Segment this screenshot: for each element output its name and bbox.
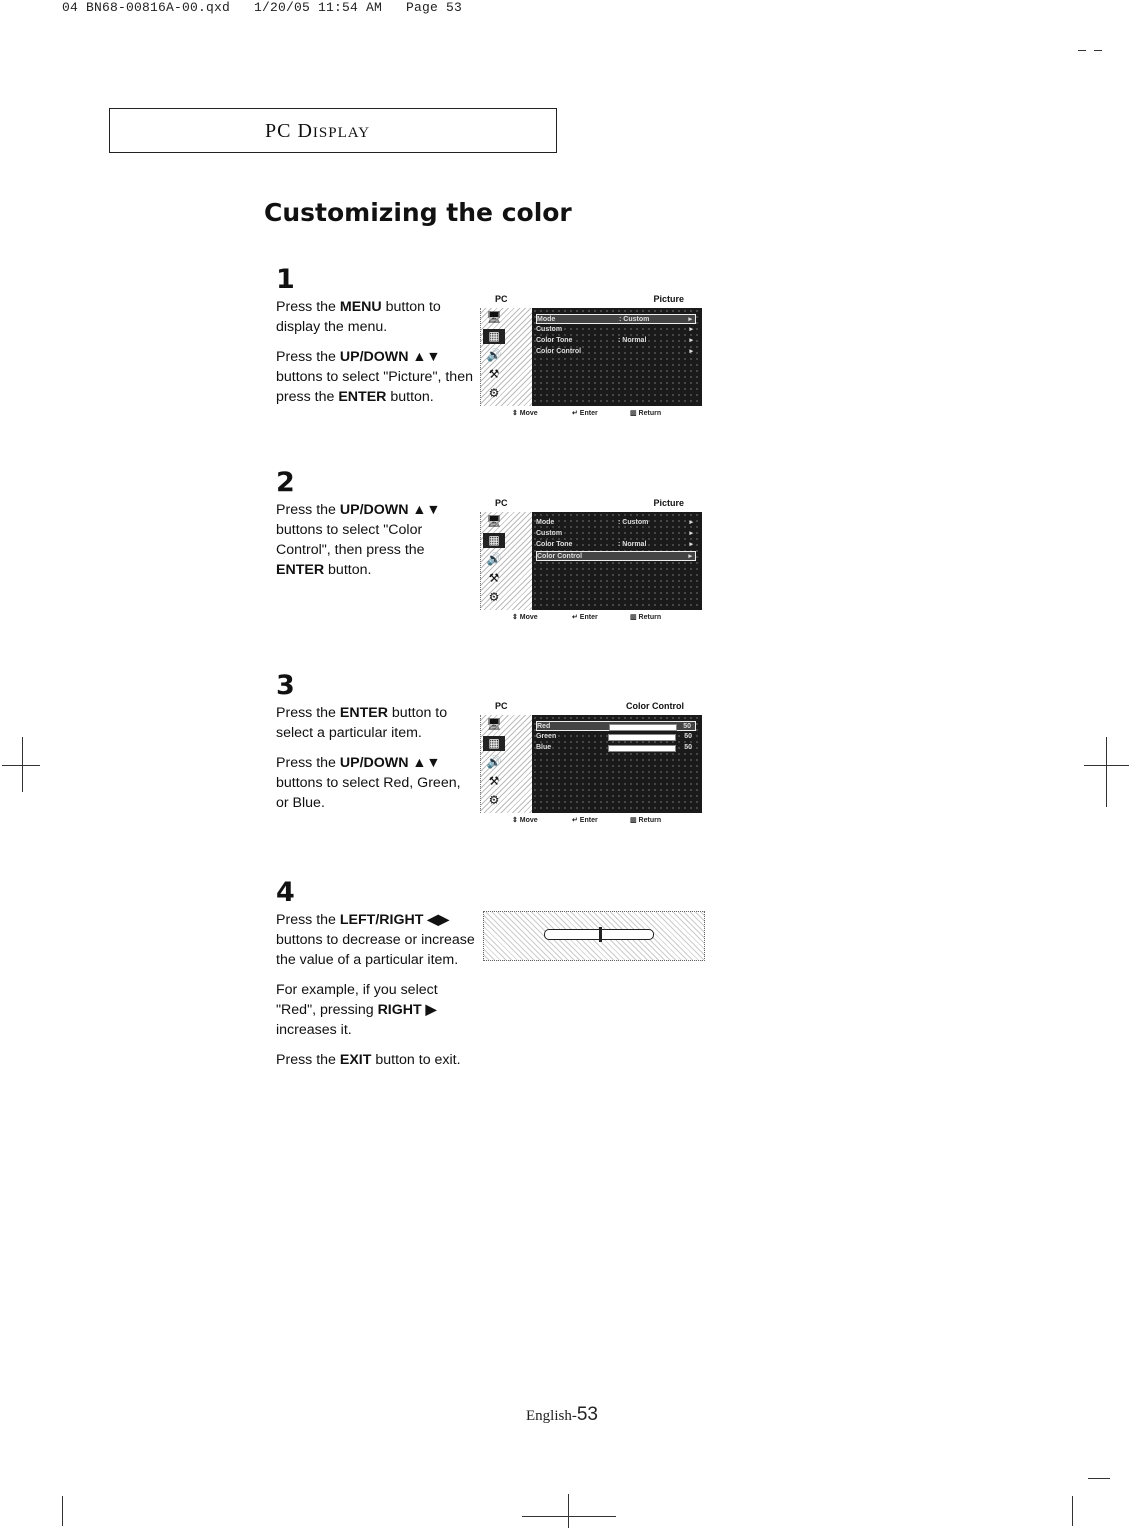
osd-menu-title: Picture bbox=[653, 294, 684, 304]
crop-mark bbox=[568, 1494, 569, 1528]
section-title-rest: ISPLAY bbox=[312, 125, 371, 141]
button-name: ENTER bbox=[338, 389, 387, 405]
osd-header bbox=[480, 294, 702, 308]
osd-footer-return: ▥ Return bbox=[630, 410, 662, 417]
osd-item-number: 50 bbox=[684, 733, 692, 740]
osd-item-bar bbox=[608, 734, 676, 741]
chevron-right-icon: ▸ bbox=[689, 519, 693, 526]
crop-mark bbox=[1084, 765, 1129, 766]
tv-icon: 🖥 bbox=[486, 514, 502, 528]
osd-item-label: Green bbox=[536, 733, 557, 740]
step-instruction: Press the EXIT button to exit. bbox=[276, 1052, 461, 1068]
osd-item-label: Mode bbox=[536, 519, 555, 526]
tv-icon: 🖥 bbox=[486, 717, 502, 731]
sound-icon: 🔊 bbox=[486, 755, 502, 769]
step-instruction: Press the UP/DOWN ▲▼ buttons to select "Color Control", then press the ENTER button. bbox=[276, 502, 441, 578]
osd-menu-item bbox=[536, 518, 696, 528]
osd-menu-item bbox=[536, 325, 696, 335]
osd-item-label: Blue bbox=[536, 744, 552, 751]
crop-mark bbox=[1072, 1496, 1073, 1526]
osd-menu-item bbox=[536, 347, 696, 357]
step-2 bbox=[276, 468, 476, 590]
crop-mark bbox=[522, 1516, 616, 1517]
step-4 bbox=[276, 878, 476, 1080]
crop-mark bbox=[62, 1496, 63, 1526]
osd-item-value: : Custom bbox=[618, 519, 649, 526]
step-instruction: Press the ENTER button to select a particular item. bbox=[276, 705, 448, 741]
osd-body bbox=[480, 512, 702, 610]
osd-footer-enter: ↵ Enter bbox=[572, 817, 598, 824]
osd-sidebar bbox=[480, 308, 533, 406]
footer-language: English- bbox=[526, 1408, 577, 1424]
chevron-right-icon: ▸ bbox=[689, 541, 693, 548]
button-name: UP/DOWN ▲▼ bbox=[339, 502, 441, 518]
input-icon: ⚙ bbox=[488, 386, 500, 400]
osd-menu-item bbox=[536, 540, 696, 550]
osd-footer-enter: ↵ Enter bbox=[572, 410, 598, 417]
step-number: 4 bbox=[276, 877, 295, 908]
chevron-right-icon: ▸ bbox=[688, 316, 692, 323]
osd-item-value: : Normal bbox=[618, 337, 647, 344]
osd-menu-title: Picture bbox=[653, 498, 684, 508]
osd-item-label: Custom bbox=[536, 326, 563, 333]
osd-item-label: Color Tone bbox=[536, 337, 573, 344]
osd-menu-panel bbox=[532, 512, 702, 610]
chevron-right-icon: ▸ bbox=[689, 530, 693, 537]
osd-item-label: Color Control bbox=[536, 348, 582, 355]
button-name: ENTER bbox=[276, 562, 325, 578]
button-name: ENTER bbox=[339, 705, 388, 721]
step-number: 3 bbox=[276, 670, 295, 701]
chevron-right-icon: ▸ bbox=[689, 326, 693, 333]
osd-source-label: PC bbox=[495, 498, 508, 508]
osd-menu-item bbox=[536, 743, 696, 753]
osd-item-label: Color Control bbox=[537, 553, 583, 560]
osd-menu-item bbox=[536, 732, 696, 742]
osd-footer-return: ▥ Return bbox=[630, 817, 662, 824]
step-number: 1 bbox=[276, 264, 295, 295]
step-instruction: Press the UP/DOWN ▲▼ buttons to select "Picture", then press the ENTER button. bbox=[276, 349, 473, 405]
osd-sidebar bbox=[480, 715, 533, 813]
osd-item-value: : Custom bbox=[619, 316, 650, 323]
step-instruction: Press the MENU button to display the menu. bbox=[276, 299, 441, 335]
osd-footer bbox=[480, 610, 702, 624]
print-slug: 04 BN68-00816A-00.qxd 1/20/05 11:54 AM Page 53 bbox=[62, 0, 463, 15]
osd-footer-move: ⇕ Move bbox=[512, 817, 538, 824]
osd-footer bbox=[480, 813, 702, 827]
slider-screenshot bbox=[483, 911, 705, 961]
crop-mark bbox=[1094, 50, 1102, 51]
osd-item-number: 50 bbox=[684, 744, 692, 751]
osd-screenshot-color-control bbox=[480, 701, 702, 827]
osd-menu-item bbox=[536, 721, 696, 731]
osd-menu-item bbox=[536, 314, 696, 324]
button-name: EXIT bbox=[339, 1052, 372, 1068]
chevron-right-icon: ▸ bbox=[689, 348, 693, 355]
osd-item-label: Custom bbox=[536, 530, 563, 537]
osd-item-value: : Normal bbox=[618, 541, 647, 548]
step-instruction: Press the UP/DOWN ▲▼ buttons to select Red, Green, or Blue. bbox=[276, 755, 461, 811]
osd-menu-panel bbox=[532, 308, 702, 406]
osd-body bbox=[480, 715, 702, 813]
step-number: 2 bbox=[276, 467, 295, 498]
crop-mark bbox=[1106, 737, 1107, 807]
osd-footer-return: ▥ Return bbox=[630, 614, 662, 621]
osd-menu-panel bbox=[532, 715, 702, 813]
osd-menu-item bbox=[536, 551, 696, 561]
osd-item-number: 50 bbox=[683, 723, 691, 730]
step-instruction: Press the LEFT/RIGHT ◀▶ buttons to decrease or increase the value of a particular item. bbox=[276, 912, 475, 968]
osd-footer-move: ⇕ Move bbox=[512, 614, 538, 621]
osd-screenshot-picture-menu bbox=[480, 294, 702, 420]
picture-icon: ▦ bbox=[483, 533, 505, 548]
step-3 bbox=[276, 671, 476, 823]
page-title: Customizing the color bbox=[264, 198, 572, 227]
osd-item-bar bbox=[609, 724, 677, 731]
page-number: 53 bbox=[576, 1404, 598, 1425]
chevron-right-icon: ▸ bbox=[688, 553, 692, 560]
osd-source-label: PC bbox=[495, 294, 508, 304]
crop-mark bbox=[1078, 50, 1086, 51]
osd-menu-title: Color Control bbox=[626, 701, 684, 711]
button-name: MENU bbox=[339, 299, 382, 315]
section-header bbox=[109, 108, 557, 153]
osd-item-label: Mode bbox=[537, 316, 556, 323]
osd-item-label: Color Tone bbox=[536, 541, 573, 548]
picture-icon: ▦ bbox=[483, 736, 505, 751]
button-name: LEFT/RIGHT ◀▶ bbox=[339, 912, 450, 928]
osd-menu-item bbox=[536, 336, 696, 346]
osd-footer bbox=[480, 406, 702, 420]
input-icon: ⚙ bbox=[488, 793, 500, 807]
osd-header bbox=[480, 701, 702, 715]
step-instruction: For example, if you select "Red", pressing RIGHT ▶ increases it. bbox=[276, 982, 438, 1038]
sound-icon: 🔊 bbox=[486, 348, 502, 362]
button-name: RIGHT ▶ bbox=[377, 1002, 437, 1018]
osd-body bbox=[480, 308, 702, 406]
slider-knob bbox=[599, 927, 602, 942]
button-name: UP/DOWN ▲▼ bbox=[339, 349, 441, 365]
page-footer bbox=[526, 1404, 598, 1426]
section-title bbox=[265, 120, 370, 143]
osd-header bbox=[480, 498, 702, 512]
setup-icon: ⚒ bbox=[488, 571, 500, 585]
chevron-right-icon: ▸ bbox=[689, 337, 693, 344]
osd-sidebar bbox=[480, 512, 533, 610]
section-title-initial: PC D bbox=[265, 120, 313, 142]
crop-mark bbox=[1088, 1478, 1110, 1479]
sound-icon: 🔊 bbox=[486, 552, 502, 566]
slider-track bbox=[544, 929, 654, 940]
osd-item-bar bbox=[608, 745, 676, 752]
picture-icon: ▦ bbox=[483, 329, 505, 344]
setup-icon: ⚒ bbox=[488, 367, 500, 381]
osd-item-label: Red bbox=[537, 723, 551, 730]
setup-icon: ⚒ bbox=[488, 774, 500, 788]
crop-mark bbox=[2, 765, 40, 766]
input-icon: ⚙ bbox=[488, 590, 500, 604]
osd-footer-enter: ↵ Enter bbox=[572, 614, 598, 621]
tv-icon: 🖥 bbox=[486, 310, 502, 324]
osd-footer-move: ⇕ Move bbox=[512, 410, 538, 417]
button-name: UP/DOWN ▲▼ bbox=[339, 755, 441, 771]
osd-source-label: PC bbox=[495, 701, 508, 711]
step-1 bbox=[276, 265, 476, 417]
osd-screenshot-color-control-select bbox=[480, 498, 702, 624]
osd-menu-item bbox=[536, 529, 696, 539]
